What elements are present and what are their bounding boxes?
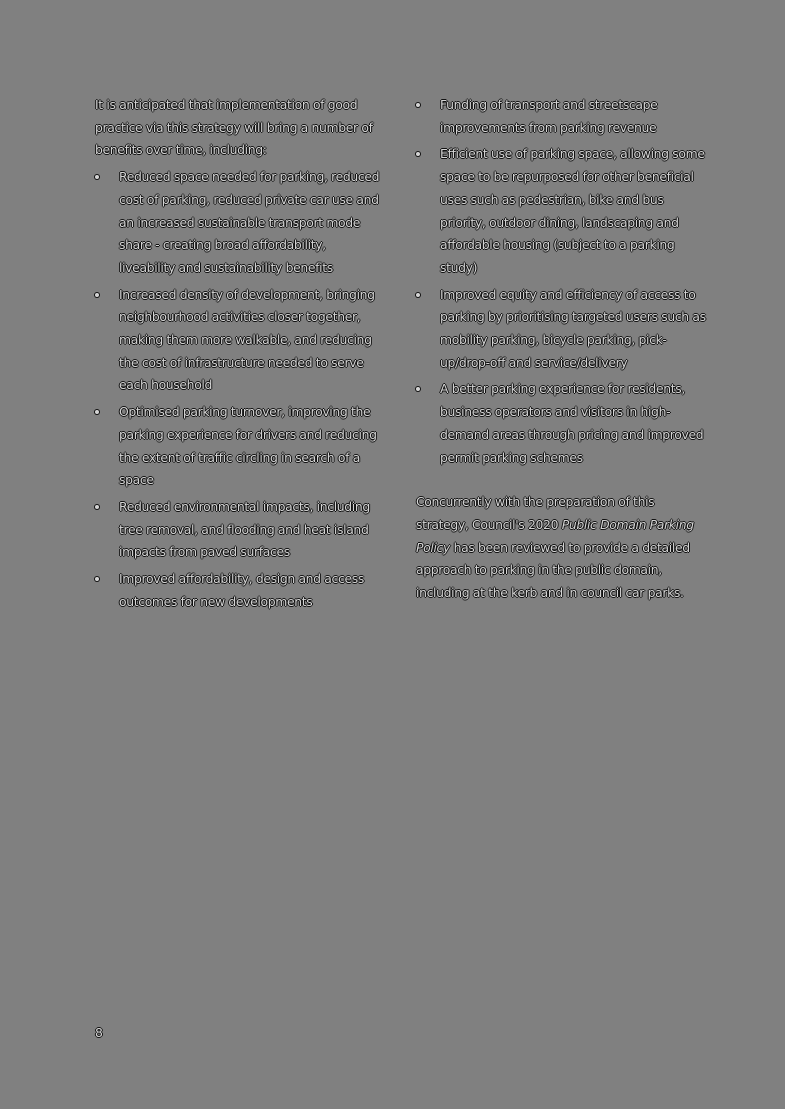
list-item (416, 94, 706, 139)
list-item-text: Reduced environmental impacts, including tree removal, and flooding and heat island impacts from paved surfaces (119, 498, 370, 560)
left-column (95, 94, 380, 613)
bullet-icon (416, 103, 420, 107)
bullet-icon (95, 175, 99, 179)
policy-title: Public Domain Parking Policy (416, 516, 694, 555)
bullet-icon (95, 505, 99, 509)
list-item (416, 143, 706, 279)
closing-text-after: has been reviewed to provide a detailed approach to parking in the public domain, including at the kerb and in council car parks. (416, 539, 690, 601)
bullet-icon (416, 387, 420, 391)
list-item-text: Increased density of development, bringing neighbourhood activities closer together, making them more walkable, and reducing the cost of infrastructure needed to serve each household (119, 286, 375, 393)
bullet-icon (95, 410, 99, 414)
list-item (95, 496, 380, 564)
list-item-text: Reduced space needed for parking, reduced cost of parking, reduced private car use and an increased sustainable transport mode share - creating broad affordability, liveability and sustainability benefits (119, 169, 380, 275)
bullet-icon (95, 293, 99, 297)
list-item-text: Improved affordability, design and access outcomes for new developments (119, 571, 364, 609)
list-item (95, 166, 380, 280)
list-item-text: Efficient use of parking space, allowing some space to be repurposed for other beneficial uses such as pedestrian, bike and bus priority, outdoor dining, landscaping and affordable housing (subject to a parking study) (440, 146, 705, 275)
intro-paragraph: It is anticipated that implementation of good practice via this strategy will bring a number of benefits over time, including: (95, 97, 373, 158)
list-item-text: Optimised parking turnover, improving the parking experience for drivers and reducing the extent of traffic circling in search of a space (119, 404, 377, 488)
list-item (95, 568, 380, 613)
page-number: 8 (95, 1025, 103, 1040)
list-item (95, 401, 380, 492)
closing-paragraph (416, 491, 706, 605)
closing-text-before: Concurrently with the preparation of this strategy, Council's 2020 (416, 494, 655, 532)
benefits-list-left (95, 166, 380, 613)
benefits-list-right (416, 94, 706, 469)
list-item-text: A better parking experience for residents, business operators and visitors in high-demand areas through pricing and improved permit parking schemes (440, 381, 704, 465)
bullet-icon (416, 152, 420, 156)
bullet-icon (416, 293, 420, 297)
list-item (416, 284, 706, 375)
list-item-text: Improved equity and efficiency of access to parking by prioritising targeted users such as mobility parking, bicycle parking, pick-up/drop-off and service/delivery (440, 286, 706, 370)
list-item-text: Funding of transport and streetscape improvements from parking revenue (440, 97, 658, 135)
right-column (416, 94, 706, 605)
bullet-icon (95, 577, 99, 581)
list-item (416, 378, 706, 469)
list-item (95, 284, 380, 398)
